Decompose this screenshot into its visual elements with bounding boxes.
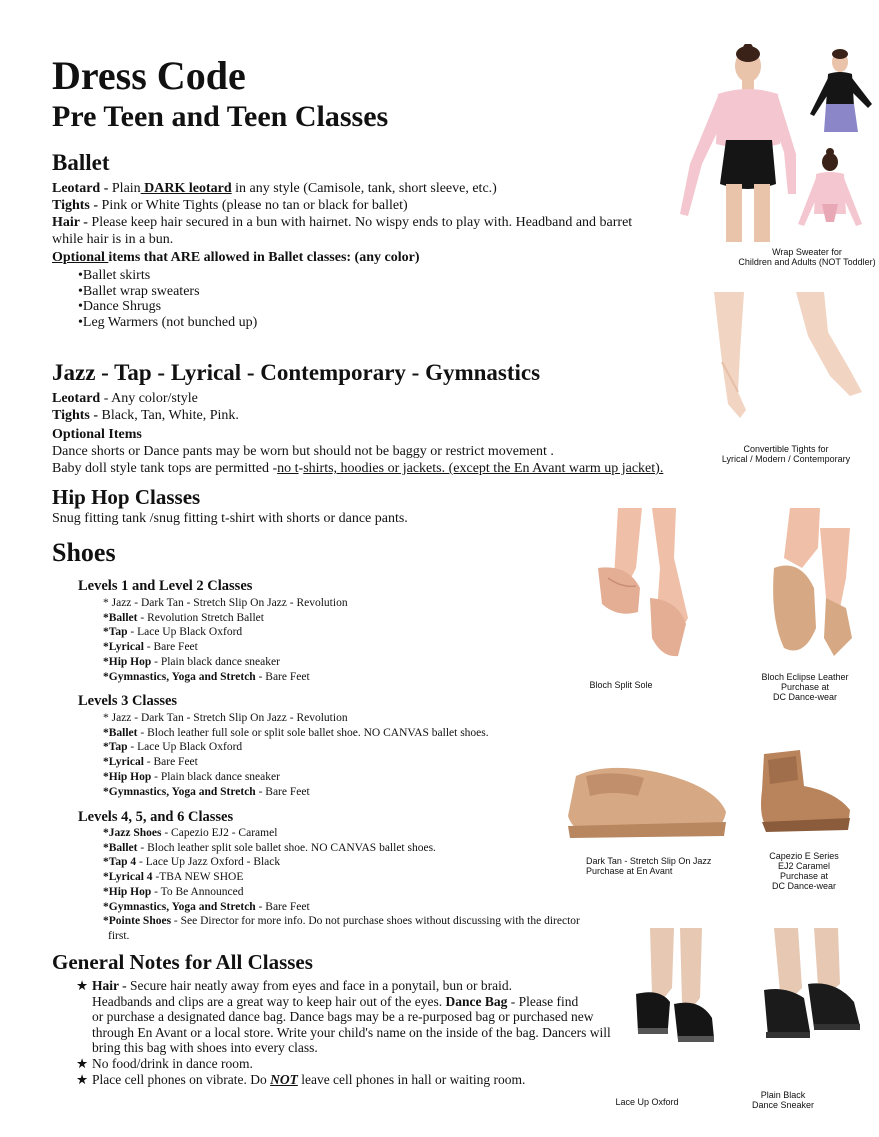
list-item: * Jazz - Dark Tan - Stretch Slip On Jazz - Revolution [103,597,348,609]
note-phone: ★ Place cell phones on vibrate. Do NOT leave cell phones in hall or waiting room. [76,1071,526,1087]
list-item: *Lyrical - Bare Feet [103,641,198,654]
ballet-tights-line [52,197,692,214]
list-item: * Jazz - Dark Tan - Stretch Slip On Jazz - Revolution [103,712,348,724]
list-item: *Tap - Lace Up Black Oxford [103,626,243,639]
jazz-tights-text: Black, Tan, White, Pink. [98,408,239,423]
leotard-pre: Plain [108,181,141,196]
list-item: *Hip Hop - To Be Announced [103,885,244,898]
note-hair-label: Hair - [92,978,127,993]
note-food: ★ No food/drink in dance room. [76,1055,253,1071]
capezio-image [740,730,866,846]
list-item: *Pointe Shoes - See Director for more info. Do not purchase shoes without discussing with the director [103,915,580,928]
list-item: •Ballet skirts [78,268,151,283]
jazz-line2-u1: no t [277,461,299,476]
note-hair-line-4: through En Avant or a local store. Write your child's name on the inside of the bag. Dancers will [92,1024,611,1040]
levels12-list [103,596,348,684]
star-icon: ★ [76,978,89,993]
star-icon: ★ [76,1055,89,1071]
jazz-tights-label: Tights - [52,408,99,423]
star-icon: ★ [76,1071,89,1087]
list-item: *Lyrical 4 -TBA NEW SHOE [103,871,244,884]
list-item: *Lyrical - Bare Feet [103,756,198,769]
sneaker-caption: Plain Black Dance Sneaker [751,1090,815,1110]
eclipse-caption: Bloch Eclipse Leather Purchase at DC Dance-wear [761,672,849,702]
eclipse-image [740,508,866,668]
page-title: Dress Code [52,53,246,98]
split-sole-image [578,508,708,668]
page-subtitle: Pre Teen and Teen Classes [52,100,389,133]
oxford-caption: Lace Up Oxford [615,1097,679,1107]
optional-rest: items that ARE allowed in Ballet classes: (any color) [108,250,420,265]
jazz-leotard-line [52,390,712,407]
hiphop-text: Snug fitting tank /snug fitting t-shirt with shorts or dance pants. [52,511,408,526]
note-hair [76,978,616,994]
list-item: *Ballet - Bloch leather full sole or split sole ballet shoe. NO CANVAS ballet shoes. [103,726,489,739]
dance-bag-label: Dance Bag [445,993,508,1009]
note-hair-text: Secure hair neatly away from eyes and face in a ponytail, bun or braid. [126,978,512,993]
notes-heading: General Notes for All Classes [52,950,313,974]
ballet-hair-line [52,214,692,231]
list-item: •Ballet wrap sweaters [78,283,200,299]
list-item: *Hip Hop - Plain black dance sneaker [103,655,280,668]
tights-image [700,292,870,432]
note-hair-line-3: or purchase a designated dance bag. Dance bags may be a re-purposed bag or purchased new [92,1009,594,1025]
oxford-image [620,928,720,1056]
jazz-line2-u2: shirts, hoodies or jackets. (except the En Avant warm up jacket). [303,461,664,476]
jazz-line2-mid: - [298,461,304,476]
not-emphasis: NOT [270,1071,298,1087]
jazz-line2-pre: Baby doll style tank tops are permitted - [52,461,278,476]
hair-text: Please keep hair secured in a bun with hairnet. No wispy ends to play with. Headband and barret [87,215,633,230]
levels3-list [103,711,489,799]
jazz-section [52,390,712,477]
capezio-caption: Capezio E Series EJ2 Caramel Purchase at DC Dance-wear [769,851,839,891]
ballet-leotard-line [52,180,692,197]
leotard-label: Leotard - [52,181,109,196]
optional-underlined: Optional [52,250,109,265]
levels3-heading: Levels 3 Classes [78,693,178,709]
list-item: *Tap 4 - Lace Up Jazz Oxford - Black [103,856,281,869]
levels456-list [103,826,603,944]
dark-tan-caption: Dark Tan - Stretch Slip On Jazz Purchase at En Avant [586,856,712,876]
levels12-heading: Levels 1 and Level 2 Classes [78,578,253,594]
list-item: *Ballet - Revolution Stretch Ballet [103,611,264,624]
split-sole-caption: Bloch Split Sole [589,680,653,690]
wrap-caption: Wrap Sweater for Children and Adults (NOT Toddler) [738,247,876,267]
leotard-dark: DARK leotard [140,181,232,196]
list-item-continuation: first. [108,929,130,942]
list-item: *Jazz Shoes - Capezio EJ2 - Caramel [103,827,278,839]
notes-list [76,978,616,1087]
tights-text: Pink or White Tights (please no tan or black for ballet) [98,198,408,213]
hiphop-heading: Hip Hop Classes [52,485,201,509]
jazz-leotard-label: Leotard [52,391,101,406]
ballet-hair-line-2: while hair is in a bun. [52,232,174,247]
ballet-section [52,180,692,266]
note-hair-line-5: bring this bag with shoes into every class. [92,1040,318,1056]
jazz-leotard-text: - Any color/style [100,391,198,406]
dark-tan-jazz-image [546,756,736,846]
note-hair-line-2: Headbands and clips are a great way to keep hair out of the eyes. Dance Bag - Please find [92,993,579,1009]
jazz-line-1: Dance shorts or Dance pants may be worn but should not be baggy or restrict movement . [52,444,554,459]
list-item: •Dance Shrugs [78,299,162,314]
ballet-heading: Ballet [52,150,110,175]
jazz-heading: Jazz - Tap - Lyrical - Contemporary - Gymnastics [52,360,541,385]
tights-label: Tights - [52,198,99,213]
jazz-tights-line [52,407,712,424]
shoes-heading: Shoes [52,538,116,567]
list-item: •Leg Warmers (not bunched up) [78,314,258,330]
jazz-line-2 [52,460,712,477]
list-item: *Gymnastics, Yoga and Stretch - Bare Feet [103,900,310,913]
wrap-sweater-image [668,44,876,242]
leotard-post: in any style (Camisole, tank, short sleeve, etc.) [231,181,497,196]
ballet-optional-line [52,249,692,266]
list-item: *Ballet - Bloch leather split sole ballet shoe. NO CANVAS ballet shoes. [103,841,436,854]
sneaker-image [756,928,866,1056]
hair-label: Hair - [52,215,88,230]
tights-caption: Convertible Tights for Lyrical / Modern / Contemporary [721,444,851,464]
ballet-optional-list [78,268,257,330]
jazz-optional-heading: Optional Items [52,427,142,442]
list-item: *Hip Hop - Plain black dance sneaker [103,770,280,783]
list-item: *Tap - Lace Up Black Oxford [103,741,243,754]
list-item: *Gymnastics, Yoga and Stretch - Bare Feet [103,670,310,683]
levels456-heading: Levels 4, 5, and 6 Classes [78,809,234,825]
list-item: *Gymnastics, Yoga and Stretch - Bare Feet [103,785,310,798]
